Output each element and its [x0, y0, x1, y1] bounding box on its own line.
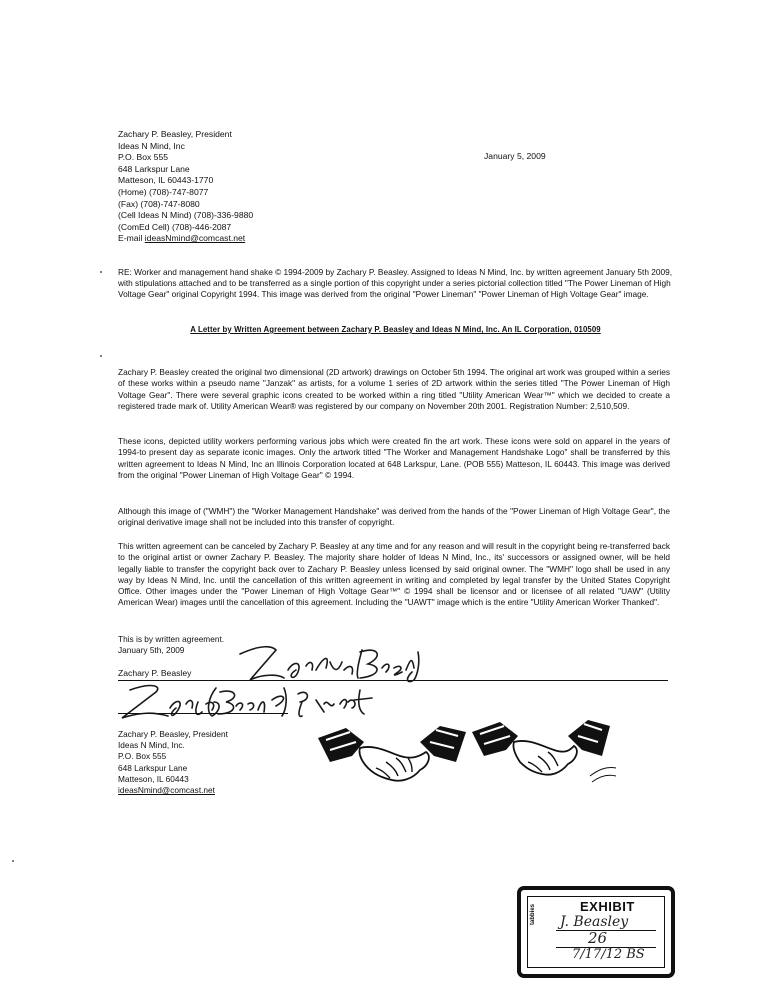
sig-block-line: 648 Larkspur Lane — [118, 762, 188, 773]
scan-speck — [100, 355, 102, 357]
letterhead-line: Zachary P. Beasley, President — [118, 129, 232, 139]
body-paragraph: Although this image of ("WMH") the "Worker Management Handshake" was derived from the hands of the "Power Lineman of High Voltage Gear", the original derivative image shall not be included into this transfer of copyright. — [118, 506, 670, 528]
handshake-logo-icon — [470, 716, 632, 792]
signature-block — [118, 729, 228, 796]
letterhead-line: 648 Larkspur Lane — [118, 163, 190, 174]
sig-block-line: P.O. Box 555 — [118, 751, 167, 762]
exhibit-name: J. Beasley — [560, 914, 629, 930]
signature-rule — [118, 713, 288, 714]
letterhead-line: (Fax) (708)-747-8080 — [118, 198, 200, 209]
sig-block-line: Ideas N Mind, Inc. — [118, 740, 185, 751]
subject-heading: A Letter by Written Agreement between Zachary P. Beasley and Ideas N Mind, Inc. An IL Corporation, 010509 — [190, 325, 601, 334]
letterhead-line: (Home) (708)-747-8077 — [118, 186, 209, 197]
email-prefix: E-mail — [118, 233, 145, 244]
letterhead-line: P.O. Box 555 — [118, 152, 169, 163]
exhibit-date: 7/17/12 BS — [572, 947, 645, 962]
exhibit-title: EXHIBIT — [580, 899, 635, 914]
body-paragraph: This written agreement can be canceled by Zachary P. Beasley at any time and for any reason and will result in the copyright being re-transferred back to the original artist or owner Zachary P. Beasley. The majority share holder of Ideas N Mind, Inc., its' successors or assigned owner, will be held legally liable to transfer the copyright back over to Zachary P. Beasley unless licensed by said original owner. The "WMH" logo shall be used in any way by Ideas N Mind, Inc. until the cancellation of this written agreement in writing and completed by legal transfer by the United States Copyright Office. Other images under the "Power Lineman of High Voltage Gear™" © 1994 shall be licensor and or licensee of all related "UAW" (Utility American Wear) images until the cancellation of this agreement. Including the "UAWT" image which is the entire "Utility American Worker Thanked". — [118, 541, 670, 608]
letterhead-line: (ComEd Cell) (708)-446-2087 — [118, 221, 232, 232]
letterhead — [118, 129, 253, 245]
handshake-logo-icon — [316, 722, 468, 792]
sig-block-email[interactable]: ideasNmind@comcast.net — [118, 785, 215, 796]
handwritten-signature-2 — [112, 682, 402, 726]
scan-speck — [12, 860, 14, 862]
scan-speck — [100, 271, 102, 273]
body-paragraph: These icons, depicted utility workers performing various jobs which were created fin the art work. These icons were sold on apparel in the years of 1994-to present day as separate iconic images. Only the artwork titled "The Worker and Management Handshake Logo" shall be transferred by this written agreement to Ideas N Mind, Inc an Illinois Corporation located at 648 Larkspur, Lane. (POB 555) Matteson, IL 60443. This image was derived from the original "Power Lineman of High Voltage Gear" © 1994. — [118, 436, 670, 480]
letterhead-line: Matteson, IL 60443-1770 — [118, 175, 214, 186]
closing-line: This is by written agreement. — [118, 634, 225, 644]
closing — [118, 634, 224, 656]
exhibit-sticker-frame — [527, 896, 665, 968]
exhibit-sticker — [517, 886, 675, 978]
re-paragraph: RE: Worker and management hand shake © 1994-2009 by Zachary P. Beasley. Assigned to Ideas N Mind, Inc. by written agreement January 5th 2009, with stipulations attached and to be transferred as a single portion of this copyright under a series pictorial collection titled "The Power Lineman of High Voltage Gear" original Copyright 1994. This image was derived from the original "Power Lineman" "Power Lineman of High Voltage Gear" image. — [118, 267, 673, 300]
body-paragraph: Zachary P. Beasley created the original two dimensional (2D artwork) drawings on October 5th 1994. The original art work was grouped within a series of these works within a pseudo name "Janzak" as artists, for a volume 1 series of 2D artwork within the series titled "The Power Lineman of High Voltage Gear". There were several graphic icons created to be worked within a ring titled "Utility American Wear™" which we decided to create a registered trade mark of. Utility American Wear® was registered by our company on November 20th 2001. Registration Number: 2,510,509. — [118, 367, 670, 411]
email-line — [118, 233, 253, 245]
sig-block-line: Matteson, IL 60443 — [118, 773, 189, 784]
exhibit-side-text: tabbies — [530, 903, 536, 925]
letterhead-line: (Cell Ideas N Mind) (708)-336-9880 — [118, 210, 254, 221]
sig-block-line: Zachary P. Beasley, President — [118, 729, 228, 739]
email-link[interactable]: ideasNmind@comcast.net — [144, 233, 246, 244]
closing-date: January 5th, 2009 — [118, 645, 185, 655]
letterhead-line: Ideas N Mind, Inc — [118, 140, 185, 151]
letter-date: January 5, 2009 — [484, 151, 546, 161]
printed-signer-name: Zachary P. Beasley — [118, 668, 192, 678]
exhibit-number: 26 — [588, 929, 608, 947]
